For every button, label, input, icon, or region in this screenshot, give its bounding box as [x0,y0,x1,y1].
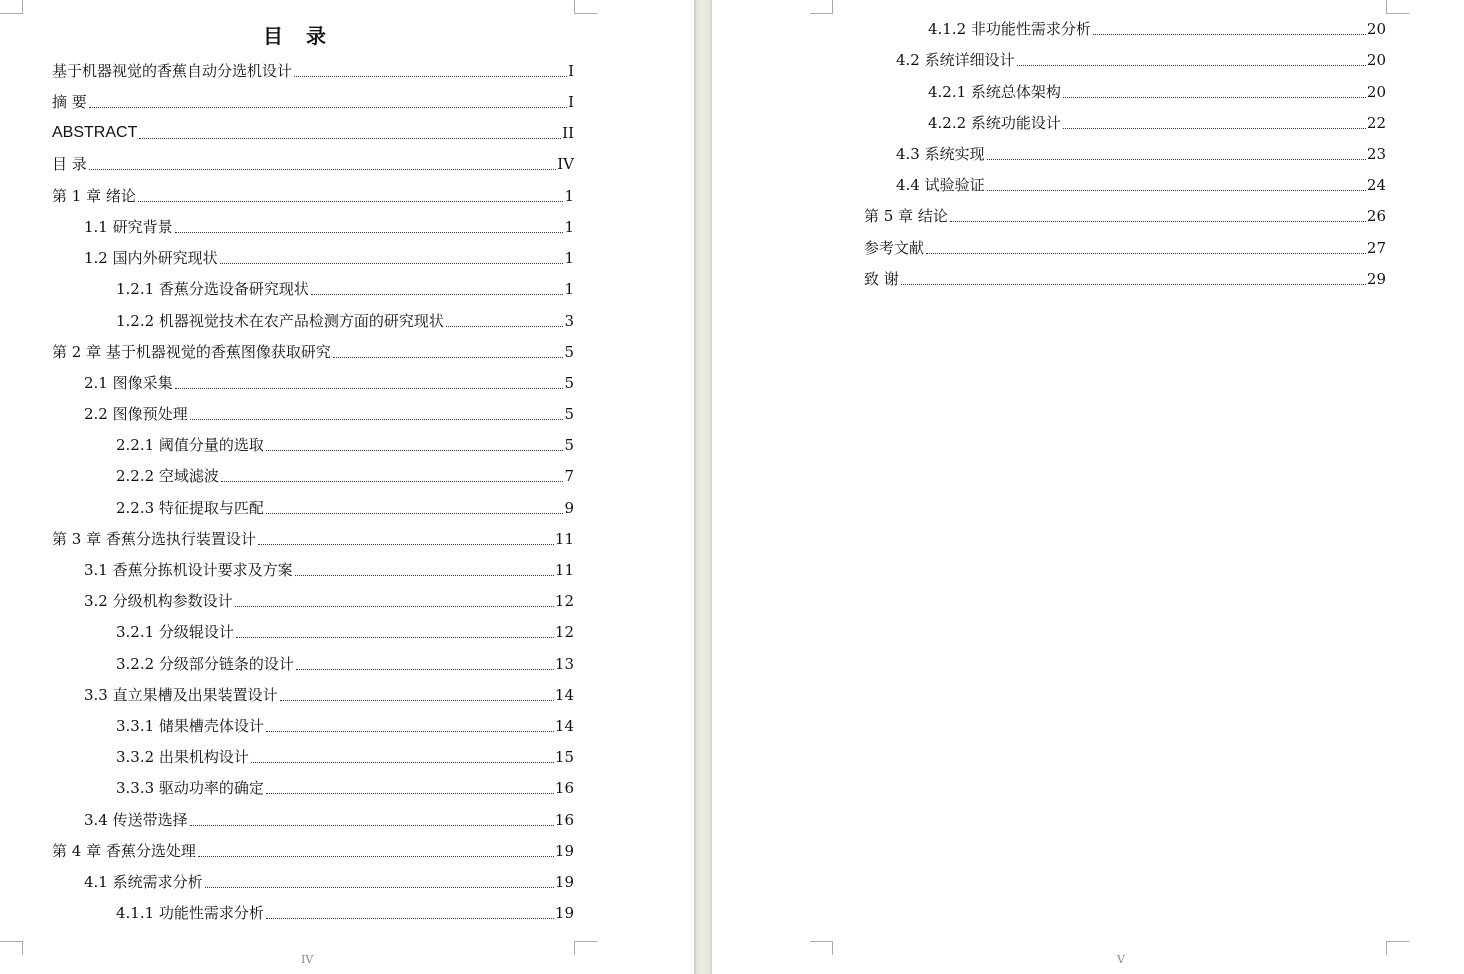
toc-entry-page: I [568,93,574,111]
toc-entry-page: I [568,62,574,80]
toc-entry-text: 第 5 章 结论 [864,207,948,225]
toc-entry-text: 第 3 章 香蕉分选执行装置设计 [52,530,256,548]
dot-leader [139,138,561,139]
dot-leader [251,762,554,763]
toc-entry-text: 1.2.2 机器视觉技术在农产品检测方面的研究现状 [116,312,444,330]
toc-entry-text: 基于机器视觉的香蕉自动分选机设计 [52,62,293,80]
dot-leader [926,253,1366,254]
toc-entry-text: 4.1.2 非功能性需求分析 [928,20,1091,38]
toc-entry-text: 3.2.1 分级辊设计 [116,623,234,641]
toc-entry[interactable] [84,683,574,705]
toc-entry-text: 4.2.1 系统总体架构 [928,83,1061,101]
crop-mark [574,941,597,955]
toc-title: 目 录 [263,24,334,48]
toc-entry-text: 4.2.2 系统功能设计 [928,114,1061,132]
toc-entry-text: 4.3 系统实现 [896,145,985,163]
toc-entry[interactable] [84,246,574,268]
toc-entry-page: 20 [1366,51,1386,69]
dot-leader [89,107,567,108]
dot-leader [266,731,554,732]
dot-leader [205,887,554,888]
toc-entry-text: 3.3.3 驱动功率的确定 [116,779,264,797]
toc-entry-text: 4.1.1 功能性需求分析 [116,904,264,922]
toc-entry[interactable] [52,340,574,362]
dot-leader [190,419,564,420]
document-page-left [0,0,694,974]
toc-entry-text: 3.2.2 分级部分链条的设计 [116,655,294,673]
dot-leader [138,201,564,202]
toc-entry[interactable] [116,496,574,518]
dot-leader [175,232,564,233]
toc-entry-page: 19 [554,873,574,891]
toc-entry-page: 5 [564,405,574,423]
toc-entry[interactable] [116,714,574,736]
toc-entry-text: 3.3.1 储果槽壳体设计 [116,717,264,735]
toc-entry[interactable] [52,839,574,861]
toc-entry-page: 15 [554,748,574,766]
crop-mark [0,0,23,14]
toc-entry-page: 16 [554,779,574,797]
dot-leader [296,669,554,670]
toc-entry-text: 致 谢 [864,270,899,288]
dot-leader [221,481,564,482]
toc-entry[interactable] [116,277,574,299]
dot-leader [266,793,554,794]
dot-leader [311,294,564,295]
dot-leader [950,221,1366,222]
toc-entry-text: 摘 要 [52,93,87,111]
dot-leader [175,388,564,389]
toc-entry[interactable] [84,215,574,237]
toc-entry-text: 4.1 系统需求分析 [84,873,203,891]
toc-entry-page: 20 [1366,83,1386,101]
toc-entry[interactable] [116,901,574,923]
toc-entry-page: 19 [554,904,574,922]
toc-entry[interactable] [52,121,574,143]
toc-entry[interactable] [84,371,574,393]
toc-entry[interactable] [52,527,574,549]
dot-leader [446,326,564,327]
toc-entry-page: 1 [564,187,574,205]
toc-entry-text: 第 4 章 香蕉分选处理 [52,842,196,860]
dot-leader [266,513,564,514]
toc-entry[interactable] [896,173,1386,195]
toc-entry-text: 2.2.1 阈值分量的选取 [116,436,264,454]
toc-entry-page: 20 [1366,20,1386,38]
toc-entry-page: 1 [564,249,574,267]
dot-leader [190,825,554,826]
toc-entry-page: 14 [554,686,574,704]
dot-leader [266,918,554,919]
dot-leader [266,450,564,451]
crop-mark [574,0,597,14]
toc-entry[interactable] [84,558,574,580]
toc-entry[interactable] [864,236,1386,258]
toc-entry[interactable] [52,90,574,112]
dot-leader [1093,34,1366,35]
toc-entry-text: 3.2 分级机构参数设计 [84,592,233,610]
dot-leader [198,856,554,857]
toc-entry[interactable] [116,464,574,486]
toc-entry-page: 29 [1366,270,1386,288]
dot-leader [220,263,564,264]
toc-entry-page: II [562,124,574,142]
dot-leader [987,190,1366,191]
page-number-footer: V [1117,953,1125,966]
dot-leader [258,544,554,545]
toc-entry-page: 23 [1366,145,1386,163]
dot-leader [901,284,1366,285]
toc-entry-page: 14 [554,717,574,735]
toc-entry-text: 1.2.1 香蕉分选设备研究现状 [116,280,309,298]
toc-entry[interactable] [116,309,574,331]
toc-entry[interactable] [116,776,574,798]
toc-entry-text: ABSTRACT [52,124,138,141]
document-page-right [712,0,1464,974]
toc-entry-page: 24 [1366,176,1386,194]
dot-leader [280,700,554,701]
toc-entry-text: 3.3.2 出果机构设计 [116,748,249,766]
toc-entry-text: 参考文献 [864,239,925,257]
toc-entry[interactable] [52,184,574,206]
toc-entry-text: 目 录 [52,155,87,173]
toc-entry-text: 3.3 直立果槽及出果装置设计 [84,686,278,704]
toc-entry[interactable] [928,111,1386,133]
dot-leader [987,159,1366,160]
toc-entry-text: 4.4 试验验证 [896,176,985,194]
toc-entry-text: 3.4 传送带选择 [84,811,188,829]
toc-entry-page: 11 [554,561,574,579]
page-gutter [694,0,712,974]
dot-leader [294,76,567,77]
toc-entry[interactable] [896,48,1386,70]
toc-entry-page: 11 [554,530,574,548]
toc-entry[interactable] [84,402,574,424]
page-number-footer: IV [301,953,314,966]
toc-entry-text: 2.2 图像预处理 [84,405,188,423]
toc-entry-page: 12 [554,623,574,641]
toc-entry[interactable] [116,433,574,455]
toc-entry-text: 4.2 系统详细设计 [896,51,1015,69]
toc-entry[interactable] [116,652,574,674]
toc-entry[interactable] [52,152,574,174]
dot-leader [89,169,556,170]
toc-entry-page: 12 [554,592,574,610]
toc-entry-text: 第 2 章 基于机器视觉的香蕉图像获取研究 [52,343,331,361]
toc-entry-page: 1 [564,218,574,236]
toc-entry-page: 5 [564,343,574,361]
toc-entry[interactable] [116,620,574,642]
toc-entry-page: 5 [564,374,574,392]
toc-entry-text: 2.1 图像采集 [84,374,173,392]
dot-leader [333,357,564,358]
toc-entry-page: IV [557,155,574,173]
toc-entry-page: 7 [564,467,574,485]
crop-mark [1386,941,1409,955]
toc-entry[interactable] [928,17,1386,39]
crop-mark [0,941,23,955]
toc-entry-page: 5 [564,436,574,454]
toc-entry-text: 2.2.2 空域滤波 [116,467,219,485]
toc-entry-text: 1.2 国内外研究现状 [84,249,218,267]
dot-leader [1017,65,1366,66]
toc-entry-text: 第 1 章 绪论 [52,187,136,205]
toc-entry-text: 1.1 研究背景 [84,218,173,236]
toc-entry[interactable] [864,204,1386,226]
toc-entry[interactable] [84,808,574,830]
toc-entry-page: 3 [564,312,574,330]
toc-entry-page: 19 [554,842,574,860]
dot-leader [235,606,554,607]
dot-leader [295,575,554,576]
toc-entry[interactable] [116,745,574,767]
toc-entry[interactable] [52,59,574,81]
toc-entry[interactable] [928,80,1386,102]
toc-entry-page: 16 [554,811,574,829]
crop-mark [810,0,833,14]
toc-entry-text: 2.2.3 特征提取与匹配 [116,499,264,517]
toc-entry-text: 3.1 香蕉分拣机设计要求及方案 [84,561,293,579]
toc-entry[interactable] [864,267,1386,289]
dot-leader [236,637,554,638]
toc-entry-page: 27 [1366,239,1386,257]
crop-mark [1386,0,1409,14]
toc-entry-page: 9 [564,499,574,517]
dot-leader [1063,97,1366,98]
toc-entry-page: 26 [1366,207,1386,225]
toc-entry-page: 22 [1366,114,1386,132]
dot-leader [1063,128,1366,129]
toc-entry[interactable] [896,142,1386,164]
toc-entry[interactable] [84,870,574,892]
toc-entry-page: 13 [554,655,574,673]
toc-entry-page: 1 [564,280,574,298]
crop-mark [810,941,833,955]
toc-entry[interactable] [84,589,574,611]
